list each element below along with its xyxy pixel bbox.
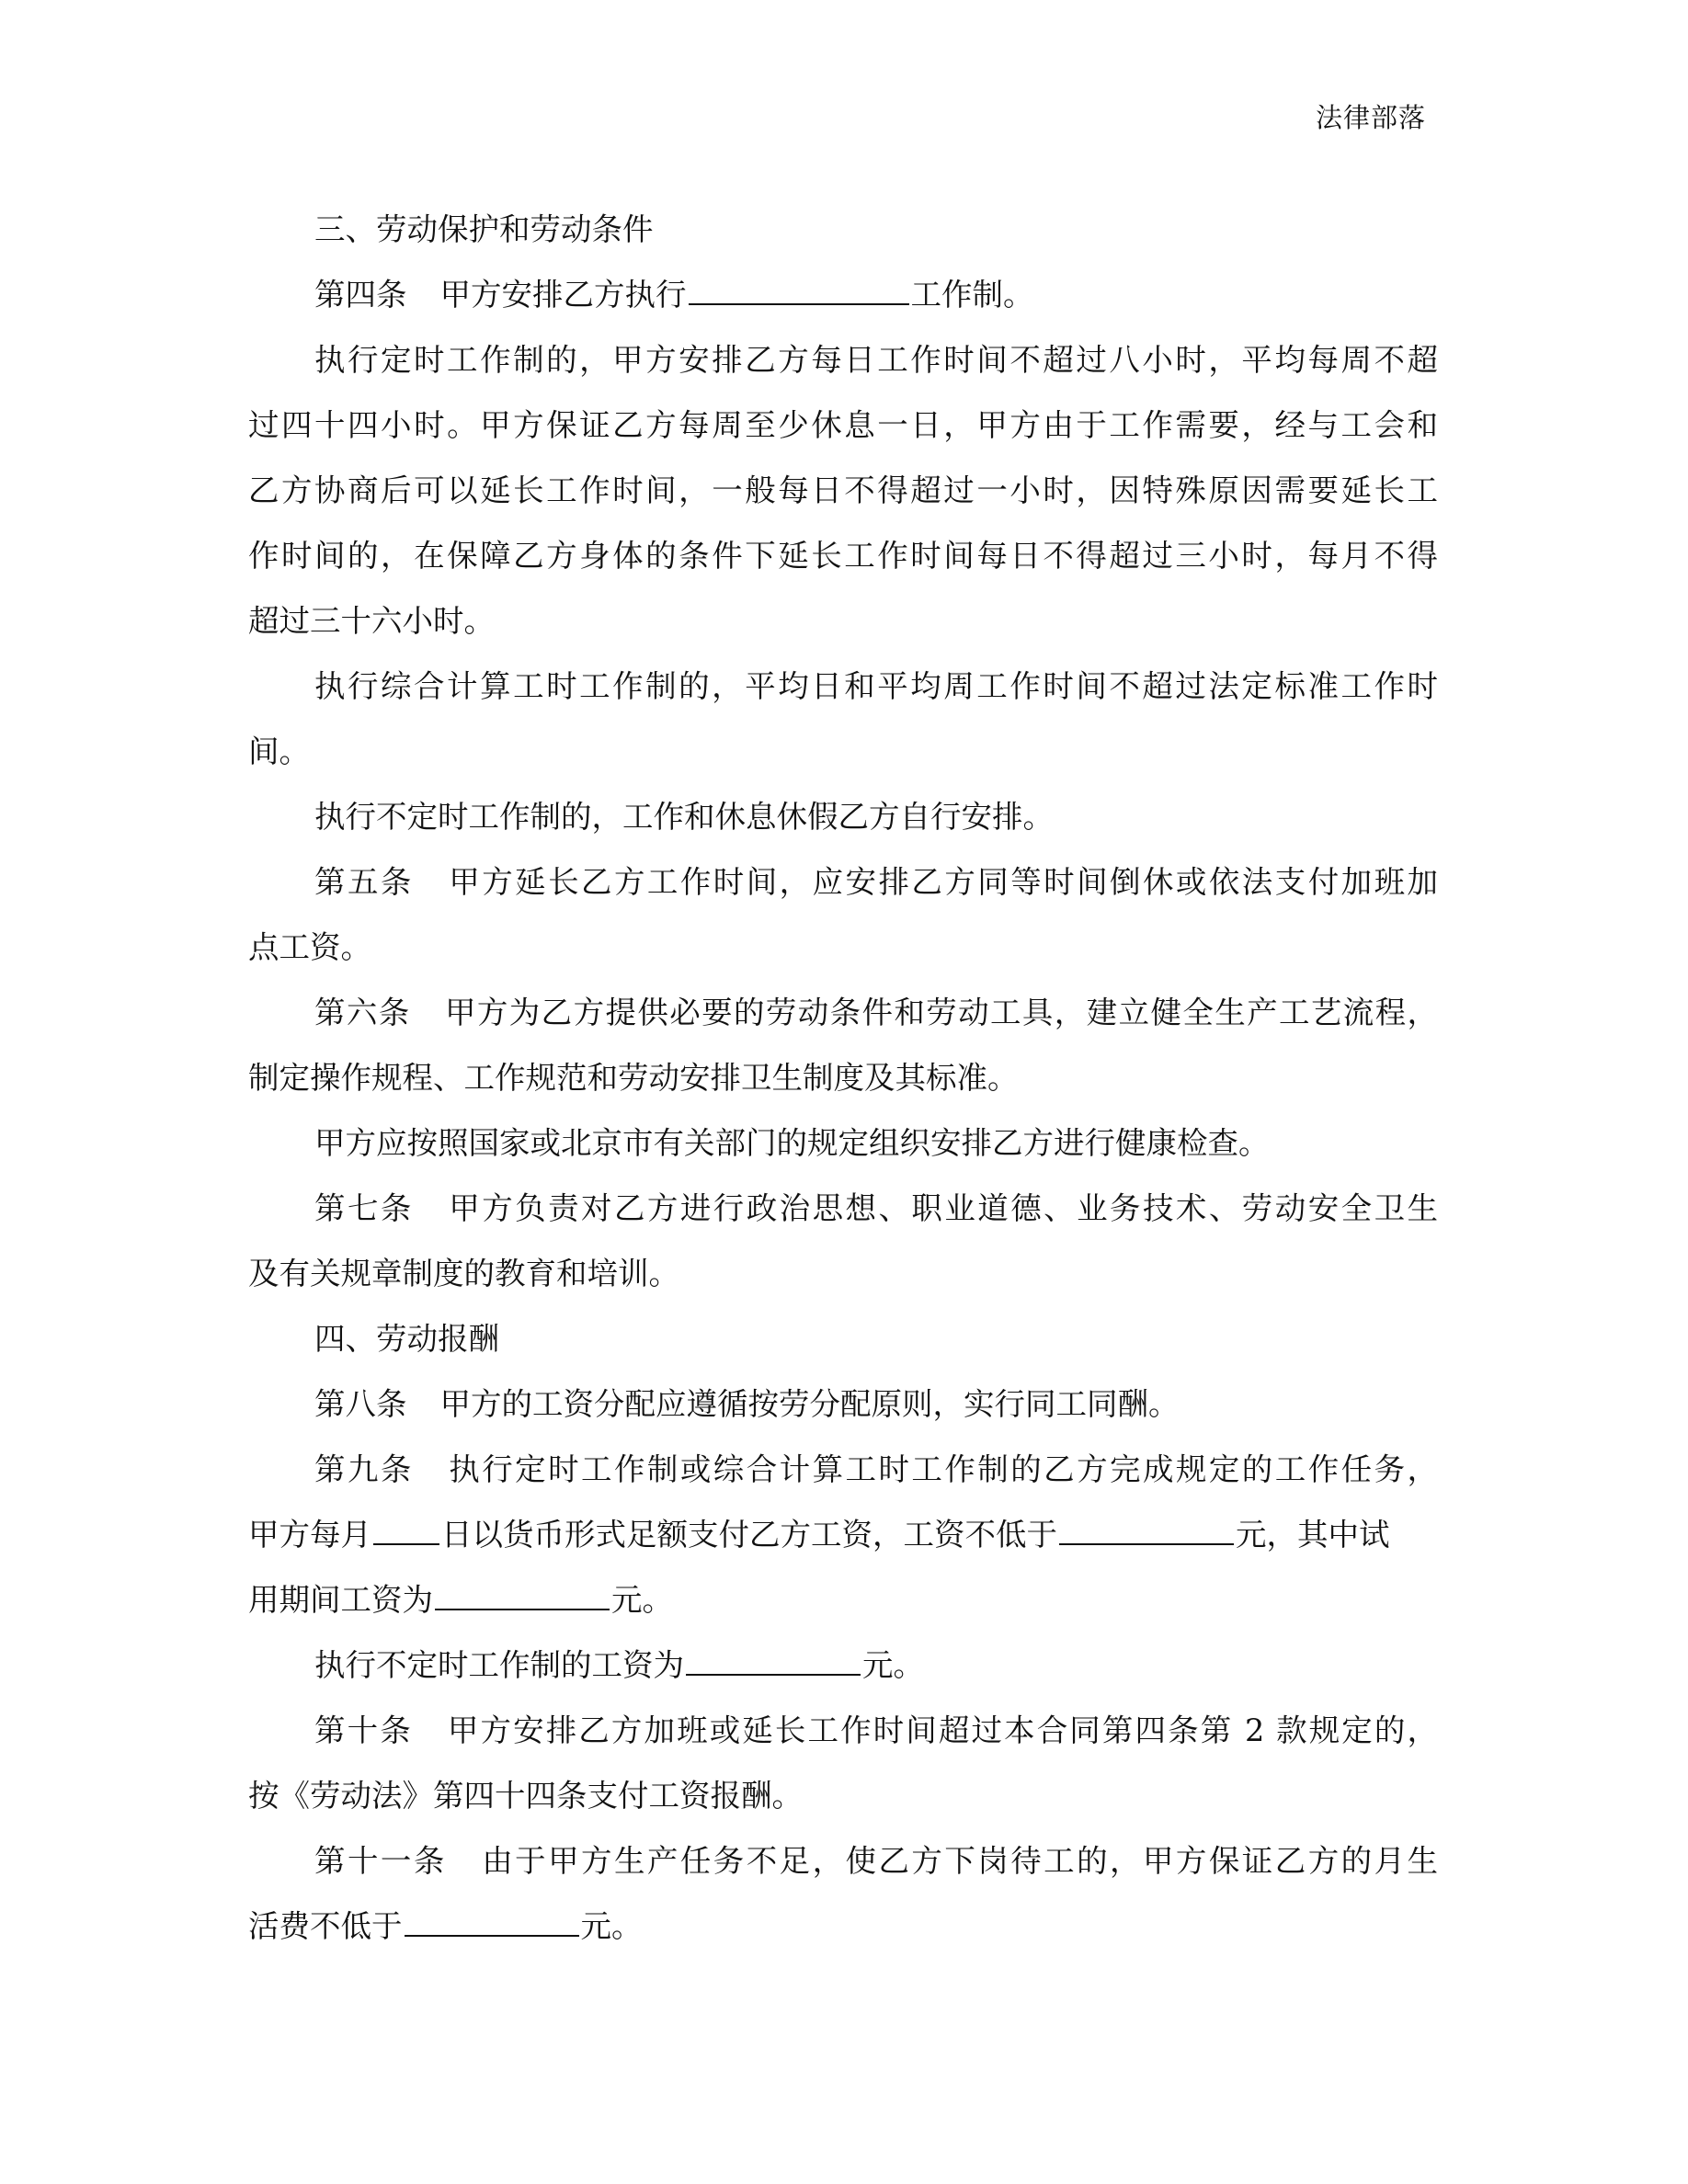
article-9 bbox=[248, 1437, 1438, 1502]
article-text: 用期间工资为 bbox=[248, 1582, 433, 1618]
paragraph-line: 及有关规章制度的教育和培训。 bbox=[248, 1256, 679, 1291]
article-text: 元。 bbox=[580, 1908, 643, 1944]
article-8 bbox=[248, 1371, 1438, 1437]
article-text: 元。 bbox=[611, 1582, 673, 1618]
article-7 bbox=[248, 1176, 1438, 1241]
article-text: 甲方的工资分配应遵循按劳分配原则，实行同工同酬。 bbox=[439, 1386, 1180, 1422]
paragraph-line: 执行定时工作制的，甲方安排乙方每日工作时间不超过八小时，平均每周不超 bbox=[314, 342, 1438, 378]
article-text: 甲方安排乙方加班或延长工作时间超过本合同第四条第 2 款规定的， bbox=[445, 1712, 1438, 1748]
paragraph-line: 执行不定时工作制的，工作和休息休假乙方自行安排。 bbox=[314, 799, 1054, 835]
article-text: 元，其中试 bbox=[1236, 1517, 1390, 1553]
article-text: 元。 bbox=[862, 1647, 924, 1683]
article-text: 甲方安排乙方执行 bbox=[439, 277, 687, 313]
article-10 bbox=[248, 1698, 1438, 1763]
blank-field bbox=[435, 1581, 610, 1610]
article-text: 甲方为乙方提供必要的劳动条件和劳动工具，建立健全生产工艺流程， bbox=[443, 995, 1438, 1030]
paragraph-line: 制定操作规程、工作规范和劳动安排卫生制度及其标准。 bbox=[248, 1060, 1019, 1096]
paragraph-line bbox=[248, 1894, 1438, 1959]
article-number: 第十一条 bbox=[314, 1843, 447, 1879]
paragraph-line: 甲方应按照国家或北京市有关部门的规定组织安排乙方进行健康检查。 bbox=[314, 1125, 1270, 1161]
paragraph-line: 点工资。 bbox=[248, 929, 371, 965]
article-number: 第七条 bbox=[314, 1190, 414, 1226]
article-5 bbox=[248, 849, 1438, 915]
blank-field bbox=[689, 276, 909, 305]
section-heading-3: 三、劳动保护和劳动条件 bbox=[314, 211, 654, 247]
paragraph-line: 过四十四小时。甲方保证乙方每周至少休息一日，甲方由于工作需要，经与工会和 bbox=[248, 407, 1438, 443]
paragraph-line: 作时间的，在保障乙方身体的条件下延长工作时间每日不得超过三小时，每月不得 bbox=[248, 538, 1438, 574]
article-text: 甲方每月 bbox=[248, 1517, 371, 1553]
paragraph-line: 超过三十六小时。 bbox=[248, 603, 495, 639]
article-number: 第十条 bbox=[314, 1712, 413, 1748]
blank-field bbox=[686, 1646, 861, 1676]
blank-field bbox=[1059, 1516, 1234, 1545]
article-text: 执行定时工作制或综合计算工时工作制的乙方完成规定的工作任务， bbox=[446, 1451, 1438, 1487]
article-text: 甲方延长乙方工作时间，应安排乙方同等时间倒休或依法支付加班加 bbox=[446, 864, 1438, 900]
paragraph-line bbox=[248, 1502, 1438, 1567]
article-number: 第九条 bbox=[314, 1451, 414, 1487]
paragraph-line: 执行综合计算工时工作制的，平均日和平均周工作时间不超过法定标准工作时 bbox=[314, 668, 1438, 704]
paragraph-line: 按《劳动法》第四十四条支付工资报酬。 bbox=[248, 1778, 803, 1814]
article-4 bbox=[248, 262, 1438, 327]
article-text: 执行不定时工作制的工资为 bbox=[314, 1647, 684, 1683]
article-11 bbox=[248, 1828, 1438, 1894]
section-heading-4: 四、劳动报酬 bbox=[314, 1321, 499, 1357]
blank-field bbox=[405, 1907, 579, 1937]
blank-field bbox=[373, 1516, 439, 1545]
article-number: 第四条 bbox=[314, 277, 407, 313]
article-text: 由于甲方生产任务不足，使乙方下岗待工的，甲方保证乙方的月生 bbox=[479, 1843, 1438, 1879]
paragraph-line: 间。 bbox=[248, 734, 310, 769]
article-6 bbox=[248, 980, 1438, 1045]
document-body bbox=[248, 197, 1438, 1959]
page-header: 法律部落 bbox=[1315, 102, 1426, 133]
article-text: 日以货币形式足额支付乙方工资，工资不低于 bbox=[441, 1517, 1057, 1553]
paragraph-line bbox=[248, 1567, 1438, 1632]
article-number: 第五条 bbox=[314, 864, 414, 900]
article-text: 工作制。 bbox=[910, 277, 1034, 313]
article-number: 第八条 bbox=[314, 1386, 407, 1422]
paragraph-line bbox=[248, 1632, 1438, 1698]
paragraph-line: 乙方协商后可以延长工作时间，一般每日不得超过一小时，因特殊原因需要延长工 bbox=[248, 472, 1438, 508]
article-text: 甲方负责对乙方进行政治思想、职业道德、业务技术、劳动安全卫生 bbox=[446, 1190, 1438, 1226]
article-number: 第六条 bbox=[314, 995, 411, 1030]
article-text: 活费不低于 bbox=[248, 1908, 403, 1944]
